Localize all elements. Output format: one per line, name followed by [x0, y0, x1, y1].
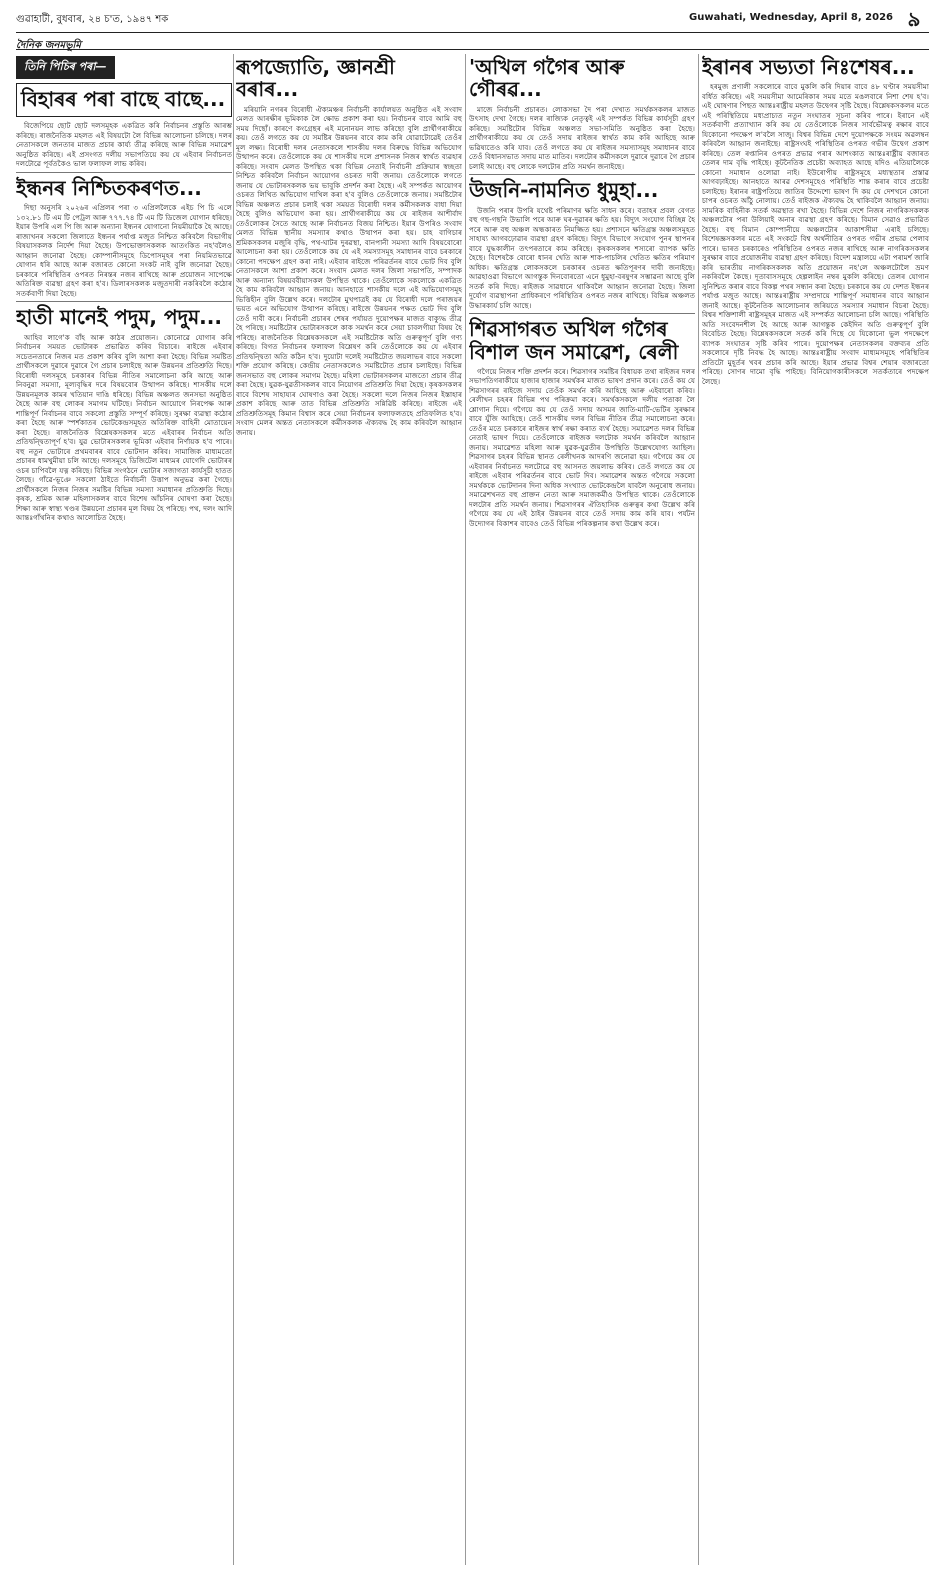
article-paragraph: গগৈয়ে নিজৰ শক্তি প্ৰদৰ্শন কৰে। শিৱসাগৰ সমষ্টিৰ বিধায়ক তথা ৰাইজৰ দলৰ সভাপতিগৰাকীয়ে হাজাৰ হাজাৰ সমৰ্থকৰ মাজত ভাষণ প্ৰদান কৰে। তেওঁ কয় যে শিৱসাগৰৰ ৰাইজে সদায় তেওঁক সমৰ্থন কৰি আহিছে আৰু এইবাৰো কৰিব। ৰেলীখন চহৰৰ বিভিন্ন পথ পৰিক্ৰমা কৰে। সমৰ্থকসকলে দলীয় পতাকা লৈ শ্লোগান দিয়ে। গগৈয়ে কয় যে তেওঁ সদায় অসমৰ জাতি-মাটি-ভেটিৰ সুৰক্ষাৰ বাবে যুঁজি আহিছে। তেওঁ শাসকীয় দলৰ বিভিন্ন নীতিৰ তীব্ৰ সমালোচনা কৰে। তেওঁৰ মতে চৰকাৰে ৰাইজৰ স্বাৰ্থ ৰক্ষা কৰাত ব্যৰ্থ হৈছে। সমাৱেশত দলৰ বিভিন্ন নেতাই ভাষণ দিয়ে। তেওঁলোকে ৰাইজক দলটোক সমৰ্থন কৰিবলৈ আহ্বান জনায়। সমাৱেশত মহিলা আৰু যুৱক-যুৱতীৰ উপস্থিতি উল্লেখযোগ্য আছিল। শিৱসাগৰ চহৰৰ বিভিন্ন স্থানত ৰেলীখনক আদৰণি জনোৱা হয়। গগৈয়ে কয় যে এইবাৰৰ নিৰ্বাচনত দলটোৱে বহু আসনত জয়লাভ কৰিব। তেওঁ লগতে কয় যে ৰাইজে এইবাৰ পৰিৱৰ্তনৰ বাবে ভোট দিব। সমাৱেশৰ অন্তত গগৈয়ে সকলো সমৰ্থককে ভোটদানৰ দিনা অধিক সংখ্যাত ভোটকেন্দ্ৰলৈ যাবলৈ অনুৰোধ জনায়। সমাৱেশখনত বহু প্ৰাক্তন নেতা আৰু সমাজকৰ্মীও উপস্থিত থাকে। তেওঁলোকে দলটোৰ প্ৰতি সমৰ্থন জনায়। শিৱসাগৰৰ ঐতিহাসিক গুৰুত্বৰ কথা উল্লেখ কৰি গগৈয়ে কয় যে এই ঠাইৰ উন্নয়নৰ বাবে তেওঁ সদায় কাম কৰি যাব। পৰ্যটন উদ্যোগৰ বিকাশৰ বাবেও তেওঁ বিভিন্ন পৰিকল্পনাৰ কথা উল্লেখ কৰে। [469, 366, 695, 528]
divider [469, 174, 695, 175]
article-bihar [16, 121, 232, 169]
masthead-bar [16, 6, 929, 32]
brand-strip [16, 32, 929, 50]
article-fuel [16, 203, 232, 298]
divider [16, 172, 232, 173]
headline-akhil: 'অখিল গগৈৰ আৰু গৌৰৱ... [469, 55, 625, 102]
headline-box [16, 83, 232, 117]
column-4 [702, 54, 929, 1565]
article-paragraph: মৰিয়ানি নগৰৰ বিৰোধী ঐক্যমঞ্চৰ নিৰ্বাচনী কাৰ্যালয়ত অনুষ্ঠিত এই সংবাদ মেলত আৰক্ষীৰ ভূমিকাক লৈ ক্ষোভ প্ৰকাশ কৰা হয়। নিৰ্বাচনৰ বাবে আমি বহু সময় দিছোঁ। কাৰণে কংগ্ৰেছৰ এই মনোনয়ন লাভ কৰিছো বুলি প্ৰাৰ্থীগৰাকীয়ে কয়। তেওঁ লগতে কয় যে সমষ্টিৰ উন্নয়নৰ বাবে কাম কৰি যোৱাটোৱেই তেওঁৰ মূল লক্ষ্য। বিৰোধী দলৰ নেতাসকলে শাসকীয় দলৰ বিৰুদ্ধে বিভিন্ন অভিযোগ উত্থাপন কৰে। তেওঁলোকে কয় যে শাসকীয় দলে প্ৰশাসনক নিজৰ স্বাৰ্থত ব্যৱহাৰ কৰিছে। সংবাদ মেলত উপস্থিত থকা বিভিন্ন নেতাই নিৰ্বাচনী প্ৰক্ৰিয়াৰ স্বচ্ছতা নিশ্চিত কৰিবলৈ নিৰ্বাচন আয়োগৰ ওচৰত দাবী জনায়। তেওঁলোকে লগতে জনায় যে ভোটাৰসকলক ভয় ভাবুকি প্ৰদৰ্শন কৰা হৈছে। এই সম্পৰ্কত আয়োগৰ ওচৰত লিখিত অভিযোগ দাখিল কৰা হ'ব বুলিও তেওঁলোকে জনায়। সমষ্টিটোৰ বিভিন্ন অঞ্চলত প্ৰচাৰ চলাই থকা সময়ত বিৰোধী দলৰ কৰ্মীসকলক বাধা দিয়া হৈছে বুলিও অভিযোগ কৰা হয়। প্ৰাৰ্থীগৰাকীয়ে কয় যে ৰাইজৰ আশীৰ্বাদ তেওঁলোকৰ সৈতে আছে আৰু নিৰ্বাচনত বিজয় নিশ্চিত। ইয়াৰ উপৰিও সংবাদ মেলত বিভিন্ন স্থানীয় সমস্যাৰ কথাও উত্থাপন কৰা হয়। চাহ বাগিচাৰ শ্ৰমিকসকলৰ মজুৰি বৃদ্ধি, পথ-ঘাটৰ দুৰৱস্থা, বানপানী সমস্যা আদি বিষয়বোৰো আলোচনা কৰা হয়। তেওঁলোকে কয় যে এই সমস্যাসমূহ সমাধানৰ বাবে চৰকাৰে কোনো পদক্ষেপ গ্ৰহণ কৰা নাই। এইবাৰ ৰাইজে পৰিৱৰ্তনৰ বাবে ভোট দিব বুলি নেতাসকলে আশা প্ৰকাশ কৰে। সংবাদ মেলত দলৰ জিলা সভাপতি, সম্পাদক আৰু অন্যান্য বিষয়ববীয়াসকল উপস্থিত থাকে। তেওঁলোকে সকলোকে একত্ৰিত হৈ কাম কৰিবলৈ আহ্বান জনায়। আনহাতে শাসকীয় দলে এই অভিযোগসমূহ ভিত্তিহীন বুলি উল্লেখ কৰে। দলটোৰ মুখপাত্ৰই কয় যে বিৰোধী দলে পৰাজয়ৰ ভয়ত এনে অভিযোগ উত্থাপন কৰিছে। ৰাইজে উন্নয়নৰ পক্ষত ভোট দিব বুলি তেওঁ দাবী কৰে। নিৰ্বাচনী প্ৰচাৰৰ শেষৰ পৰ্যায়ত দুয়োপক্ষৰ মাজত বাক্যুদ্ধ তীব্ৰ হৈ পৰিছে। সমষ্টিটোৰ ভোটাৰসকলে কাক সমৰ্থন কৰে সেয়া চাবলগীয়া বিষয় হৈ পৰিছে। ৰাজনৈতিক বিশ্লেষকসকলে এই সমষ্টিটোক অতি গুৰুত্বপূৰ্ণ বুলি গণ্য কৰিছে। বিগত নিৰ্বাচনৰ ফলাফল বিশ্লেষণ কৰি তেওঁলোকে কয় যে এইবাৰ প্ৰতিদ্বন্দ্বিতা অতি কঠিন হ'ব। দুয়োটা দলেই সমষ্টিটোত জয়লাভৰ বাবে সকলো শক্তি প্ৰয়োগ কৰিছে। কেন্দ্ৰীয় নেতাসকলেও সমষ্টিটোত প্ৰচাৰ চলাইছে। বিভিন্ন জনসভাত বহু লোকৰ সমাগম হৈছে। মহিলা ভোটাৰসকলৰ মাজতো প্ৰচাৰ তীব্ৰ কৰা হৈছে। যুৱক-যুৱতীসকলৰ বাবে নিয়োগৰ প্ৰতিশ্ৰুতি দিয়া হৈছে। কৃষকসকলৰ বাবে বিশেষ সাহায্যৰ ঘোষণাও কৰা হৈছে। সকলো দলে নিজৰ নিজৰ ইস্তাহাৰ প্ৰকাশ কৰিছে আৰু তাত বিভিন্ন প্ৰতিশ্ৰুতি সন্নিৱিষ্ট কৰিছে। ৰাইজে এই প্ৰতিশ্ৰুতিসমূহ কিমান বিশ্বাস কৰে সেয়া নিৰ্বাচনৰ ফলাফলতহে প্ৰতিফলিত হ'ব। সংবাদ মেলৰ অন্তত নেতাসকলে কৰ্মীসকলক ঐক্যবদ্ধ হৈ কাম কৰিবলৈ আহ্বান জনায়। [236, 104, 462, 437]
headline-storm: উজনি-নামনিত ধুমুহা... [469, 178, 659, 203]
column-divider [465, 54, 466, 1565]
column-3 [469, 54, 695, 1565]
article-paragraph: মাজে নিৰ্বাচনী প্ৰচাৰত। লোকসভা দৈ পৰা দেখাত সমৰ্থকসকলৰ মাজত উৎসাহ দেখা গৈছে। দলৰ ৰাজ্যিক নেতৃত্বই এই সম্পৰ্কত বিভিন্ন কাৰ্যসূচী গ্ৰহণ কৰিছে। সমষ্টিটোৰ বিভিন্ন অঞ্চলত সভা-সমিতি অনুষ্ঠিত কৰা হৈছে। প্ৰাৰ্থীগৰাকীয়ে কয় যে তেওঁ সদায় ৰাইজৰ স্বাৰ্থত কাম কৰি আহিছে আৰু ভৱিষ্যতেও কৰি যাব। তেওঁ লগতে কয় যে ৰাইজৰ সমস্যাসমূহ সমাধানৰ বাবে তেওঁ বিধানসভাত সদায় মাত মাতিব। দলটোৰ কৰ্মীসকলে দুৱাৰে দুৱাৰে গৈ প্ৰচাৰ চলাই আছে। বহু লোকে দলটোৰ প্ৰতি সমৰ্থন জনাইছে। [469, 104, 695, 171]
headline-iran: ইৰানৰ সভ্যতা নিঃশেষৰ... [702, 55, 915, 79]
article-akhil [469, 105, 695, 172]
column-divider [233, 54, 234, 1565]
divider [469, 313, 695, 314]
article-paragraph: আহিব লাগে'ক বাঁহ আৰু কাঠৰ প্ৰয়োজন। কোনোৱে যোগাৰ কৰি নিৰ্বাচনৰ সময়ত ভোটাৰক প্ৰভাৱিত কৰিব বিচাৰে। ৰাইজে এইবাৰ সচেতনতাৰে নিজৰ মত প্ৰকাশ কৰিব বুলি আশা কৰা হৈছে। বিভিন্ন সমষ্টিত প্ৰাৰ্থীসকলে দুৱাৰে দুৱাৰে গৈ প্ৰচাৰ চলাইছে আৰু উন্নয়নৰ প্ৰতিশ্ৰুতি দিছে। বিৰোধী দলসমূহে চৰকাৰৰ বিভিন্ন নীতিৰ সমালোচনা কৰি আছে আৰু নিবনুৱা সমস্যা, মূল্যবৃদ্ধিৰ দৰে বিষয়বোৰ উত্থাপন কৰিছে। শাসকীয় দলে উন্নয়নমূলক কামৰ খতিয়ান দাঙি ধৰিছে। বিভিন্ন অঞ্চলত জনসভা অনুষ্ঠিত হৈছে আৰু বহু লোকৰ সমাগম ঘটিছে। নিৰ্বাচন আয়োগে নিৰপেক্ষ আৰু শান্তিপূৰ্ণ নিৰ্বাচনৰ বাবে সকলো প্ৰস্তুতি সম্পূৰ্ণ কৰিছে। সুৰক্ষা ব্যৱস্থা কঠোৰ কৰা হৈছে আৰু স্পৰ্শকাতৰ ভোটকেন্দ্ৰসমূহত অতিৰিক্ত বাহিনী মোতায়েন কৰা হৈছে। ৰাজনৈতিক বিশ্লেষকসকলৰ মতে এইবাৰৰ নিৰ্বাচন অতি প্ৰতিদ্বন্দ্বিতাপূৰ্ণ হ'ব। যুৱ ভোটাৰসকলৰ ভূমিকা এইবাৰ নিৰ্ণায়ক হ'ব পাৰে। বহু নতুন ভোটাৰে প্ৰথমবাৰৰ বাবে ভোটদান কৰিব। সামাজিক মাধ্যমতো প্ৰচাৰৰ ধামখুমীয়া চলি আছে। দলসমূহে ডিজিটেল মাধ্যমৰ যোগেদি ভোটাৰৰ ওচৰ চাপিবলৈ যত্ন কৰিছে। বিভিন্ন সংগঠনে ভোটাৰ সজাগতা কাৰ্যসূচী হাতত লৈছে। গাঁৱে-ভূঞে সকলো ঠাইতে নিৰ্বাচনী উত্তাপ অনুভৱ কৰা গৈছে। প্ৰাৰ্থীসকলে নিজৰ নিজৰ সমষ্টিৰ বিভিন্ন সমস্যা সমাধানৰ প্ৰতিশ্ৰুতি দিছে। কৃষক, শ্ৰমিক আৰু মহিলাসকলৰ বাবে বিশেষ আঁচনিৰ ঘোষণা কৰা হৈছে। শিক্ষা আৰু স্বাস্থ্য খণ্ডৰ উন্নয়নো প্ৰচাৰৰ মূল বিষয় হৈ পৰিছে। পথ, দলং আদি আন্তঃগাঁথনিৰ কথাও আলোচিত হৈছে। [16, 332, 232, 523]
article-elephant [16, 333, 232, 523]
date-right: Guwahati, Wednesday, April 8, 2026 [689, 12, 893, 23]
brand-name: দৈনিক জনমভূমি [16, 40, 81, 51]
article-sivasagar [469, 367, 695, 529]
column-1 [16, 54, 232, 1565]
page-number: ৯ [907, 7, 921, 31]
article-storm [469, 206, 695, 311]
date-left: গুৱাহাটী, বুধবাৰ, ২৪ চ'ত, ১৯৪৭ শক [16, 14, 169, 25]
kicker-continued: তিনি পিচিৰ পৰা— [16, 56, 115, 79]
divider [16, 301, 232, 302]
article-paragraph: উজনি পৰাৰ উপৰি যথেষ্ট পৰিমাণৰ ক্ষতি সাধন কৰে। বতাহৰ প্ৰবল বেগত বহু গছ-গছনি উভালি পৰে আৰু ঘৰ-দুৱাৰৰ ক্ষতি হয়। বিদ্যুৎ সংযোগ বিচ্ছিন্ন হৈ পৰে আৰু বহু অঞ্চল অন্ধকাৰত নিমজ্জিত হয়। প্ৰশাসনে ক্ষতিগ্ৰস্ত অঞ্চলসমূহত সাহায্য আগবঢ়োৱাৰ ব্যৱস্থা গ্ৰহণ কৰিছে। বিদ্যুৎ বিভাগে সংযোগ পুনৰ স্থাপনৰ বাবে যুদ্ধকালীন তৎপৰতাৰে কাম কৰিছে। কৃষকসকলৰ শস্যৰো ব্যাপক ক্ষতি হৈছে। বিশেষকৈ বোৰো ধানৰ খেতি আৰু শাক-পাচলিৰ খেতিত ক্ষতিৰ পৰিমাণ অধিক। ক্ষতিগ্ৰস্ত লোকসকলে চৰকাৰৰ ওচৰত ক্ষতিপূৰণৰ দাবী জনাইছে। আৱহাওৱা বিভাগে আগন্তুক দিনবোৰতো এনে ধুমুহা-বৰষুণৰ সম্ভাৱনা আছে বুলি সতৰ্ক কৰি দিছে। ৰাইজক সাৱধানে থাকিবলৈ আহ্বান জনোৱা হৈছে। জিলা দুৰ্যোগ ব্যৱস্থাপনা প্ৰাধিকৰণে পৰিস্থিতিৰ ওপৰত নজৰ ৰাখিছে। বিভিন্ন অঞ্চলত উদ্ধাৰকাৰ্য চলি আছে। [469, 205, 695, 310]
headline-sivasagar: শিৱসাগৰত অখিল গগৈৰ বিশাল জন সমাৱেশ, ৰেলী [469, 317, 679, 364]
article-paragraph: দিছা অনুসৰি ২০২৬ৰ এপ্ৰিলৰ পৰা ৩ এপ্ৰিললৈকে এইচ পি চি এলে ১৩২.৮১ টি এম টি পেট্ৰল আৰু ৭৭৭.৭৪ টি এম টি ডিজেল যোগান ধৰিছে। ইয়াৰ উপৰি এল পি জি আৰু অন্যান্য ইন্ধনৰ যোগানো নিয়মীয়াকৈ হৈ আছে। ৰাজ্যখনৰ সকলো জিলাতে ইন্ধনৰ পৰ্যাপ্ত মজুত নিশ্চিত কৰিবলৈ বিভাগীয় বিষয়াসকলক নিৰ্দেশ দিয়া হৈছে। উপভোক্তাসকলক আতংকিত নহ'বলৈও আহ্বান জনোৱা হৈছে। কোম্পানীসমূহে ডিপোসমূহৰ পৰা নিয়মিতভাৱে যোগান ধৰি আছে আৰু বজাৰত কোনো সংকট নাই বুলি জনোৱা হৈছে। চৰকাৰে পৰিস্থিতিৰ ওপৰত নিৰন্তৰ নজৰ ৰাখিছে আৰু প্ৰয়োজন সাপেক্ষে অতিৰিক্ত ব্যৱস্থা গ্ৰহণ কৰা হ'ব। ডিলাৰসকলক মজুতদাৰী নকৰিবলৈ কঠোৰ সতৰ্কবাণী দিয়া হৈছে। [16, 203, 232, 298]
column-2 [236, 54, 462, 1565]
headline-bihar: বিহাৰৰ পৰা বাছে বাছে... [21, 87, 226, 111]
column-divider [698, 54, 699, 1565]
article-iran [702, 82, 929, 386]
article-rupjyoti [236, 105, 462, 438]
headline-elephant: হাতী মানেই পদুম, পদুম... [16, 305, 222, 330]
article-paragraph: হৰমুজ প্ৰণালী সকলোৰে বাবে মুকলি কৰি দিয়াৰ বাবে ৪৮ ঘণ্টাৰ সময়সীমা বৰ্ধিত কৰিছে। এই সময়সীমা আমেৰিকাৰ সময় মতে মঙলবাৰে নিশা শেষ হ'ব। এই ঘোষণাৰ পিছত আন্তঃৰাষ্ট্ৰীয় মহলত উদ্বেগৰ সৃষ্টি হৈছে। বিশ্লেষকসকলৰ মতে এই পৰিস্থিতিয়ে মধ্যপ্ৰাচ্যত নতুন সংঘাতৰ সূচনা কৰিব পাৰে। ইৰানে এই সতৰ্কবাণী প্ৰত্যাখ্যান কৰি কয় যে তেওঁলোকে নিজৰ সাৰ্বভৌমত্ব ৰক্ষাৰ বাবে যিকোনো পদক্ষেপ ল'বলৈ সাজু। বিশ্বৰ বিভিন্ন দেশে দুয়োপক্ষকে সংযম অৱলম্বন কৰিবলৈ আহ্বান জনাইছে। ৰাষ্ট্ৰসংঘই পৰিস্থিতিৰ ওপৰত গভীৰ উদ্বেগ প্ৰকাশ কৰিছে। তেল ৰপ্তানিৰ ওপৰত প্ৰভাৱ পৰাৰ আশংকাত আন্তঃৰাষ্ট্ৰীয় বজাৰত তেলৰ দাম বৃদ্ধি পাইছে। কূটনৈতিক প্ৰচেষ্টা অব্যাহত আছে যদিও এতিয়ালৈকে কোনো সমাধান ওলোৱা নাই। ইউৰোপীয় ৰাষ্ট্ৰসমূহে মধ্যস্থতাৰ প্ৰস্তাৱ আগবঢ়াইছে। আনহাতে আৰৱ দেশসমূহেও পৰিস্থিতি শান্ত কৰাৰ বাবে প্ৰচেষ্টা চলাইছে। ইৰানৰ ৰাষ্ট্ৰপতিয়ে জাতিৰ উদ্দেশ্যে ভাষণ দি কয় যে দেশখনে কোনো চাপৰ ওচৰত আঁঠু নোলায়। তেওঁ ৰাইজক ঐক্যবদ্ধ হৈ থাকিবলৈ আহ্বান জনায়। সামৰিক বাহিনীক সতৰ্ক অৱস্থাত ৰখা হৈছে। বিভিন্ন দেশে নিজৰ নাগৰিকসকলক অঞ্চলটোৰ পৰা উলিয়াই অনাৰ ব্যৱস্থা গ্ৰহণ কৰিছে। বিমান সেৱাও প্ৰভাৱিত হৈছে। বহু বিমান কোম্পানীয়ে অঞ্চলটোৰ আকাশসীমা এৰাই চলিছে। বিশেষজ্ঞসকলৰ মতে এই সংকটে বিশ্ব অৰ্থনীতিৰ ওপৰত গভীৰ প্ৰভাৱ পেলাব পাৰে। ভাৰত চৰকাৰেও পৰিস্থিতিৰ ওপৰত নজৰ ৰাখিছে আৰু নাগৰিকসকলৰ সুৰক্ষাৰ বাবে প্ৰয়োজনীয় ব্যৱস্থা গ্ৰহণ কৰিছে। বিদেশ মন্ত্ৰালয়ে এটা পৰামৰ্শ জাৰি কৰি ভাৰতীয় নাগৰিকসকলক অতি প্ৰয়োজন নহ'লে অঞ্চলটোলৈ ভ্ৰমণ নকৰিবলৈ কৈছে। দূতাবাসসমূহে হেল্পলাইন নম্বৰ মুকলি কৰিছে। তেলৰ যোগান সুনিশ্চিত কৰাৰ বাবে বিকল্প পথৰ সন্ধান কৰা হৈছে। চৰকাৰে কয় যে দেশত ইন্ধনৰ পৰ্যাপ্ত মজুত আছে। আন্তঃৰাষ্ট্ৰীয় সম্প্ৰদায়ে শান্তিপূৰ্ণ সমাধানৰ বাবে আহ্বান জনাই আছে। কূটনৈতিক আলোচনাৰ জৰিয়তে সমস্যাৰ সমাধান বিচৰা হৈছে। বিশ্বৰ শক্তিশালী ৰাষ্ট্ৰসমূহৰ মাজত এই সম্পৰ্কত আলোচনা চলি আছে। পৰিস্থিতি অতি সংবেদনশীল হৈ আছে আৰু আগন্তুক কেইদিন অতি গুৰুত্বপূৰ্ণ বুলি বিবেচিত হৈছে। বিশ্লেষকসকলে সতৰ্ক কৰি দিছে যে যিকোনো ভুল পদক্ষেপে ব্যাপক সংঘাতৰ সৃষ্টি কৰিব পাৰে। দুয়োপক্ষৰ নেতাসকলৰ বক্তব্যৰ প্ৰতি সকলোৰে দৃষ্টি নিবদ্ধ হৈ আছে। আন্তঃৰাষ্ট্ৰীয় সংবাদ মাধ্যমসমূহে পৰিস্থিতিৰ প্ৰতিটো মুহূৰ্তৰ খবৰ প্ৰচাৰ কৰি আছে। ইয়াৰ প্ৰভাৱ বিশ্বৰ শেয়াৰ বজাৰতো পৰিছে। সোণৰ দামো বৃদ্ধি পাইছে। বিনিয়োগকাৰীসকলে সতৰ্কতাৰে পদক্ষেপ লৈছে। [702, 82, 929, 386]
headline-rupjyoti: ৰূপজ্যোতি, জ্ঞানশ্ৰী বৰাৰ... [236, 55, 395, 102]
article-paragraph: বিজেপিয়ে ছোট ছোট দলসমূহক একত্ৰিত কৰি নিৰ্বাচনৰ প্ৰস্তুতি আৰম্ভ কৰিছে। ৰাজনৈতিক মহলত এই বিষয়টো লৈ বিভিন্ন আলোচনা চলিছে। দলৰ নেতাসকলে জনতাৰ মাজত প্ৰচাৰ কাৰ্য্য তীব্ৰ কৰিছে আৰু বিভিন্ন সমাৱেশ অনুষ্ঠিত কৰিছে। এই প্ৰসংগত দলীয় সভাপতিয়ে কয় যে এইবাৰ নিৰ্বাচনত দলটোৱে পূৰ্বতকৈও ভাল ফলাফল লাভ কৰিব। [16, 121, 232, 169]
headline-fuel: ইন্ধনৰ নিশ্চিতকৰণত... [16, 175, 202, 200]
